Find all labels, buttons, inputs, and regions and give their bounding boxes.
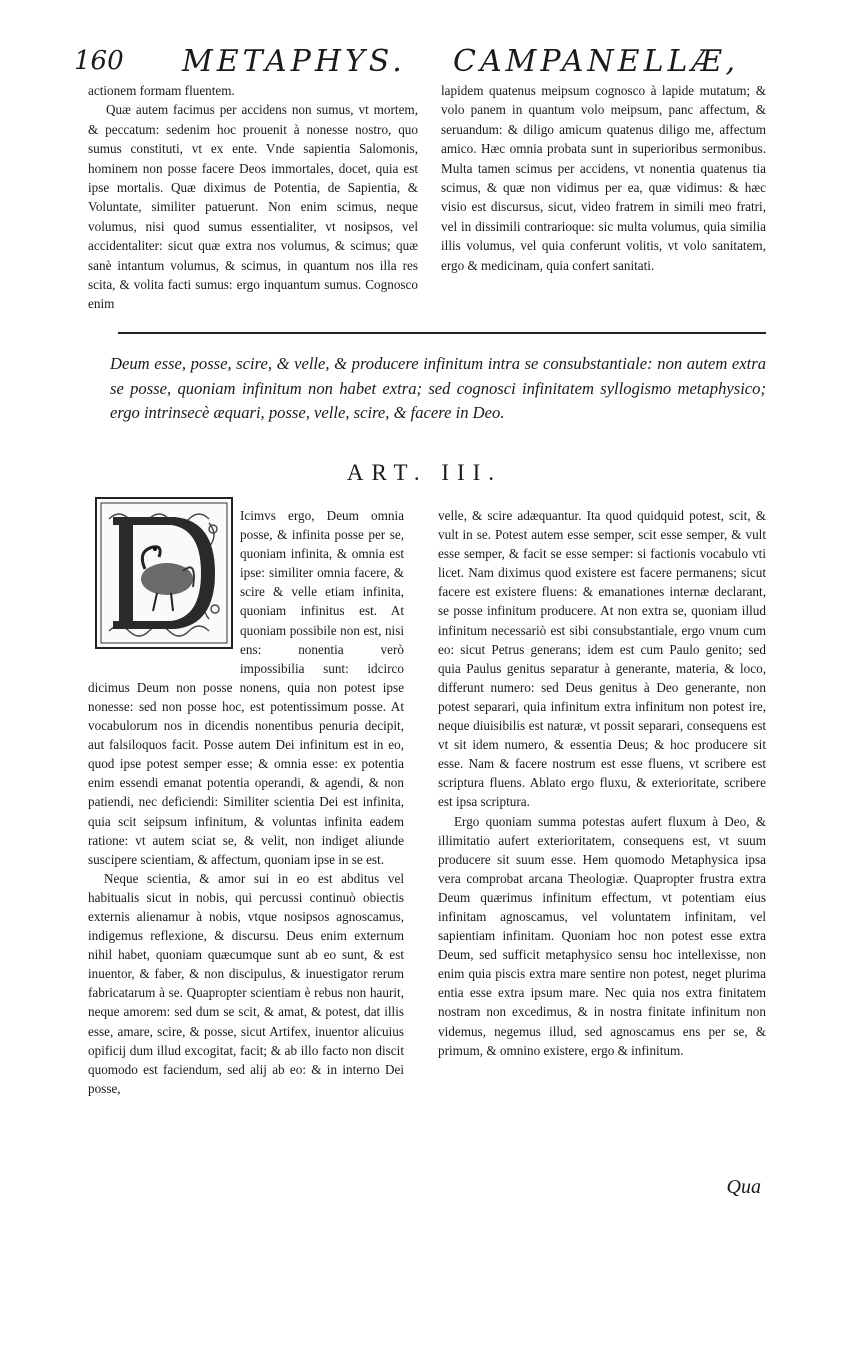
paragraph: Neque scientia, & amor sui in eo est abditus vel habitualis sicut in nobis, qui percussi continuò obiectis externis alienamur à nobis, vtque nosipsos agnoscamus, indigemus reflexione, & discursu. Deus enim externum nihil habet, quoniam quæcumque sunt ab eo sunt, & est inuentor, & faber, & non discipulus, & inuestigator rerum fabricatarum à se. Quapropter scientiam è rebus non haurit, neque amorem: sed dum se scit, & amat, & potest, dat illis esse, amare, scire, & posse, sicut Artifex, inuentor alicuius opificij dum illud excogitat, facit; & ab illo facto non discit quomodo est faciendum, sed alij ab eo: & in interno Dei posse, <box>88 870 404 1096</box>
article-summary: Deum esse, posse, scire, & velle, & producere infinitum intra se consubstantiale: non autem extra se posse, quoniam infinitum non habet extra; sed cognosci infinitatem syllogismo metaphysico; ergo intrinsecè æquari, posse, velle, scire, & facere in Deo. <box>110 354 766 422</box>
top-right-column <box>441 81 766 275</box>
paragraph: actionem formam fluentem. <box>88 83 235 98</box>
paragraph: Quæ autem facimus per accidens non sumus, vt mortem, & peccatum: sedenim hoc prouenit à nonesse nostro, quo sumus constituti, vt ex ente. Vnde sapientia Salomonis, hominem non posse facere Deos immortales, docet, quia est ipse mortalis. Quæ diximus de Potentia, de Sapientia, & Voluntate, similiter patuerunt. Non enim scimus, neque volumus, nisi quod sumus essentialiter, vt nosipsos, vel accidentaliter: sicut quæ extra nos volumus, & scimus; quæ sanè intantum volumus, & scimus, in quantum nos illa res scita, & volita facti sumus: ergo inquantum sumus. Cognosco enim <box>88 102 418 312</box>
top-left-column <box>88 81 418 314</box>
paragraph: lapidem quatenus meipsum cognosco à lapide mutatum; & volo panem in quantum volo meipsum, panc affectum, & seruandum: & diligo amicum quatenus diligo me, affectum amico. Hæc omnia probata sunt in superioribus sermonibus. Multa tamen scimus per accidens, vt nonentia quatenus tia scimus, & quæ non vidimus per ea, quæ vidimus: & hæc visio est discursus, sicut, video fratrem in simili meo fratri, vel in dissimili contrarioque: sic multa volumus, quia similia illis volumus, vel quia conferunt volitis, vt volo sanitatem, ergo & medicinam, quia confert sanitati. <box>441 83 766 273</box>
running-header <box>74 40 739 84</box>
page-number: 160 <box>74 46 124 76</box>
catchword: Qua <box>726 1176 761 1198</box>
article-heading: ART. III. <box>346 460 503 485</box>
running-title-left: METAPHYS. <box>182 44 406 79</box>
section-divider <box>118 332 766 334</box>
paragraph: velle, & scire adæquantur. Ita quod quidquid potest, scit, & vult in se. Potest autem esse semper, scit esse semper, & vult esse semper, & facit se esse semper: si factionis vocabulo vti licet. Nam diximus quod existere est facere permanens; sicut facere est existere fluens: & emanationes internæ declarant, se posse infinitum producere. At non extra se, quoniam illud infinitum necessariò est sibi consubstantiale, ergo vnum cum eo: sicut Petrus generans; idem est cum Paulo genito; sed quia Paulus genitus separatur à generante, materia, & loco, differunt numero: sed Deus genitus à Deo generante, non potest separari, quia infinitum extra infinitum non potest ire, neque diuisibilis est naturæ, vt possit separari, consequens est vt sit idem numero, & essentia Deus; & hoc producere sit esse. Nam & facere nostrum est esse fluens, vt scribere est scriptura fluens. Ablato ergo fluxu, & exterioritate, scribere est ipsa scriptura. <box>438 508 766 810</box>
body-right-column <box>438 506 766 1060</box>
body-left-column <box>88 506 404 1098</box>
running-title-right: CAMPANELLÆ, <box>453 44 739 79</box>
paragraph: Icimvs ergo, Deum omnia posse, & infinita posse per se, quoniam infinita, & omnia est ipse: similiter omnia facere, & scire & velle etiam infinita, quoniam infinitus est. At quoniam possibile non est, nisi ens: nonentia verò impossibilia sunt: idcirco dicimus Deum non posse nonens, quia non potest ipse nonesse: sed non posse hoc, est potentissimum posse. At vocabulorum nos in dicendis nonentibus penuria decipit, aut falsiloquos facit. Posse autem Dei infinitum est in eo, quod ipse potest semper esse; & omnia esse: ex potentia enim essendi emanat potentia operandi, & agendi, & non patiendi, nec deficiendi: Similiter scientia Dei est infinita, quia scit seipsum infinitum, & voluntas infinita eadem ratione: vt autem sciat se, & velit, non indiget aliunde suscipere scientiam, & affectum, quoniam ipse in se est. <box>88 508 404 867</box>
paragraph: Ergo quoniam summa potestas aufert fluxum à Deo, & illimitatio aufert exterioritatem, consequens est, vt suum producere sit suum esse. Hem quomodo Metaphysica ipsa vera comprobat arcana Theologiæ. Quapropter frustra extra Deum quærimus infinitum effectum, vt potentiam eius infinitam agnoscamus, vel voluntatem infinitam, vel sapientiam infinitam. Quoniam hoc non potest esse extra Deum, sed sufficit metaphysico sensu hoc intellexisse, non enim quia piscis extra mare sentire non potest, neget plurima entia esse extra ipsum mare. Nec quia nos extra finitatem nostram non excedimus, & in nostra finitate infinitum non videmus, negemus illud, sed agnoscamus ens per se, & primum, & omnino existere, ergo & infinitum. <box>438 813 766 1058</box>
